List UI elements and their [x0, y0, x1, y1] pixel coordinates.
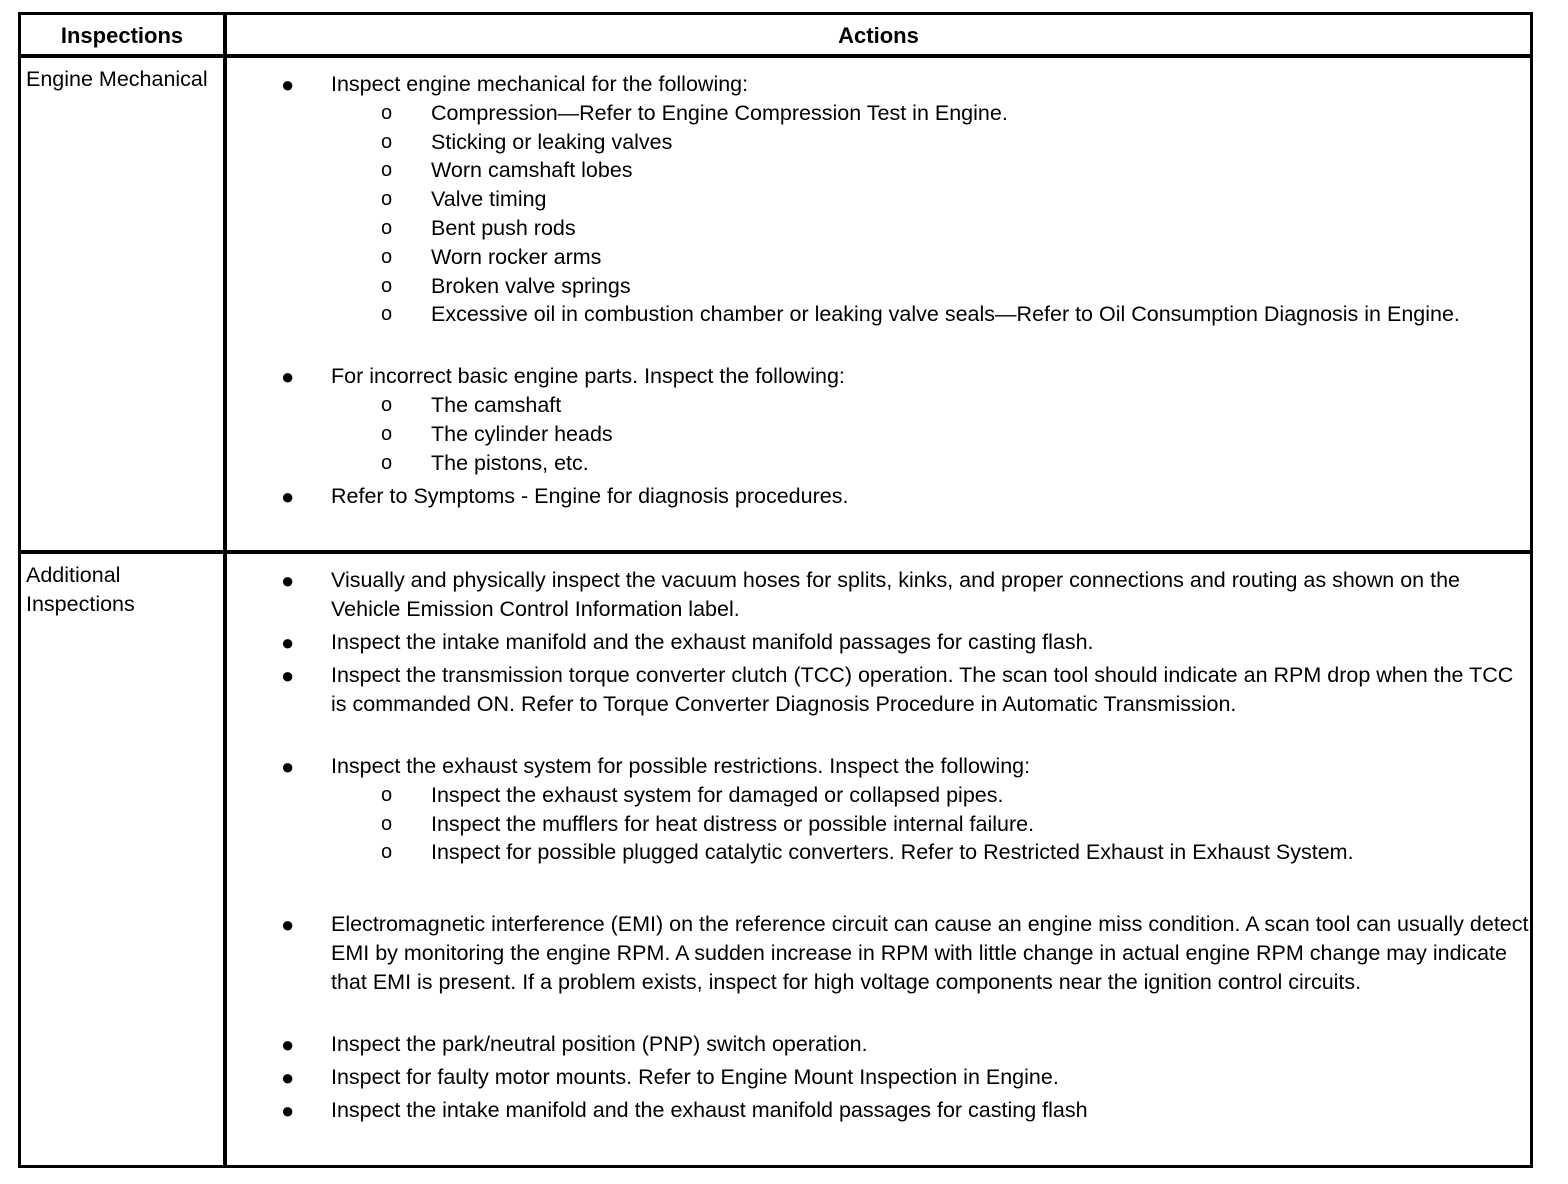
sub-bullet-icon: o — [381, 813, 393, 835]
bullet-icon: ● — [281, 630, 295, 655]
bullet-icon: ● — [281, 364, 295, 389]
sub-bullet-icon: o — [381, 303, 393, 325]
bullet-icon: ● — [281, 1098, 295, 1123]
sub-action-item: The camshaft — [431, 393, 562, 417]
action-item: Inspect the exhaust system for possible restrictions. Inspect the following: — [331, 754, 1031, 778]
sub-action-item: Inspect the exhaust system for damaged or collapsed pipes. — [431, 783, 1004, 807]
sub-bullet-icon: o — [381, 423, 393, 445]
sub-bullet-icon: o — [381, 784, 393, 806]
action-item: Inspect the intake manifold and the exhaust manifold passages for casting flash. — [331, 630, 1094, 654]
row-divider — [21, 550, 1530, 554]
action-item: Inspect the transmission torque converter clutch (TCC) operation. The scan tool should indicate an RPM drop when the TCC is commanded ON. Refer to Torque Converter Diagnosis Procedure in Automatic Transmission. — [331, 663, 1514, 716]
bullet-icon: ● — [281, 754, 295, 779]
sub-action-item: Worn camshaft lobes — [431, 158, 633, 182]
inspections-table — [18, 12, 1533, 1168]
sub-action-item: Broken valve springs — [431, 274, 631, 298]
sub-bullet-icon: o — [381, 452, 393, 474]
action-item: Visually and physically inspect the vacuum hoses for splits, kinks, and proper connections and routing as shown on the Vehicle Emission Control Information label. — [331, 568, 1460, 621]
sub-bullet-icon: o — [381, 246, 393, 268]
bullet-icon: ● — [281, 1065, 295, 1090]
inspection-engine-mechanical: Engine Mechanical — [26, 67, 208, 91]
sub-bullet-icon: o — [381, 188, 393, 210]
sub-action-item: The pistons, etc. — [431, 451, 589, 475]
sub-action-item: Worn rocker arms — [431, 245, 602, 269]
bullet-icon: ● — [281, 912, 295, 937]
header-actions: Actions — [838, 22, 919, 48]
bullet-icon: ● — [281, 663, 295, 688]
sub-bullet-icon: o — [381, 217, 393, 239]
action-item: Refer to Symptoms - Engine for diagnosis procedures. — [331, 484, 849, 508]
sub-action-item: Compression—Refer to Engine Compression Test in Engine. — [431, 101, 1008, 125]
sub-action-item: The cylinder heads — [431, 422, 613, 446]
sub-action-item: Valve timing — [431, 187, 547, 211]
sub-bullet-icon: o — [381, 131, 393, 153]
action-item: Inspect the park/neutral position (PNP) switch operation. — [331, 1032, 868, 1056]
bullet-icon: ● — [281, 568, 295, 593]
action-item: Inspect engine mechanical for the following: — [331, 72, 749, 96]
sub-action-item: Inspect the mufflers for heat distress or possible internal failure. — [431, 812, 1035, 836]
bullet-icon: ● — [281, 1032, 295, 1057]
sub-bullet-icon: o — [381, 394, 393, 416]
sub-action-item: Sticking or leaking valves — [431, 130, 673, 154]
inspection-additional-inspections: Additional Inspections — [26, 563, 135, 616]
bullet-icon: ● — [281, 484, 295, 509]
column-divider — [223, 15, 227, 1165]
sub-action-item: Inspect for possible plugged catalytic converters. Refer to Restricted Exhaust in Exhaust System. — [431, 840, 1354, 864]
bullet-icon: ● — [281, 72, 295, 97]
action-item: For incorrect basic engine parts. Inspect the following: — [331, 364, 845, 388]
sub-bullet-icon: o — [381, 275, 393, 297]
sub-action-item: Bent push rods — [431, 216, 576, 240]
sub-bullet-icon: o — [381, 841, 393, 863]
sub-bullet-icon: o — [381, 159, 393, 181]
action-item: Electromagnetic interference (EMI) on the reference circuit can cause an engine miss condition. A scan tool can usually detect EMI by monitoring the engine RPM. A sudden increase in RPM with little change in actual engine RPM change may indicate that EMI is present. If a problem exists, inspect for high voltage components near the ignition control circuits. — [331, 912, 1529, 994]
action-item: Inspect the intake manifold and the exhaust manifold passages for casting flash — [331, 1098, 1088, 1122]
header-inspections: Inspections — [60, 22, 184, 48]
sub-bullet-icon: o — [381, 102, 393, 124]
sub-action-item: Excessive oil in combustion chamber or leaking valve seals—Refer to Oil Consumption Diagnosis in Engine. — [431, 302, 1460, 326]
action-item: Inspect for faulty motor mounts. Refer to Engine Mount Inspection in Engine. — [331, 1065, 1059, 1089]
